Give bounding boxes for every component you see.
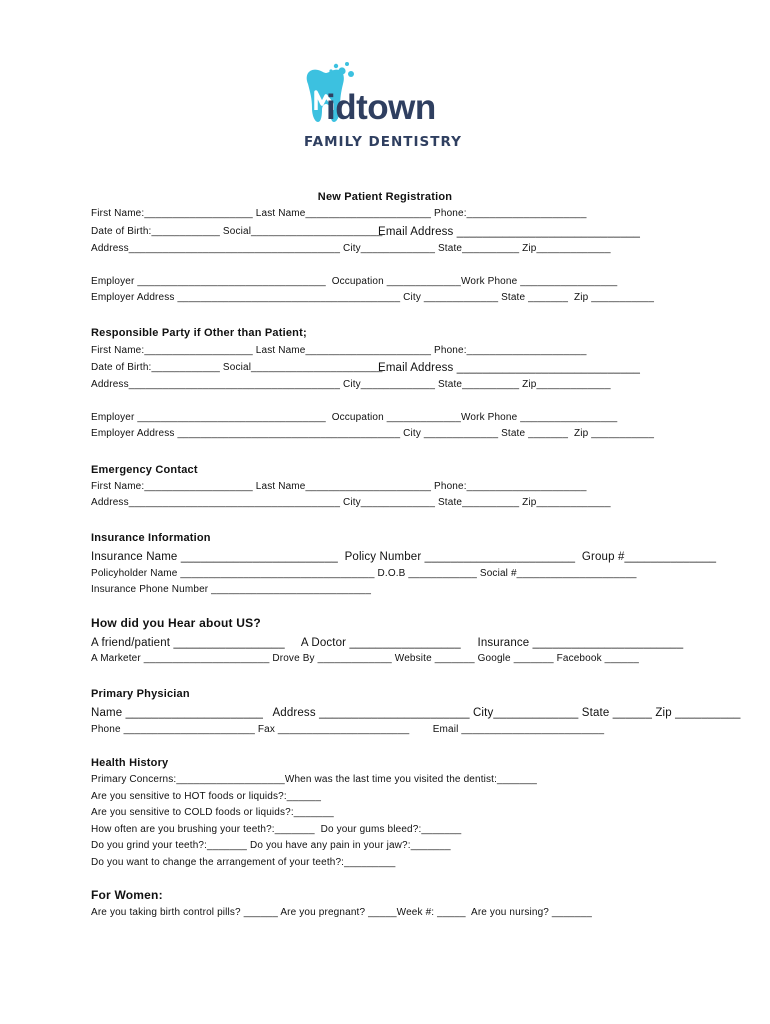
physician-heading: Primary Physician <box>91 688 190 700</box>
policyholder-row[interactable]: Policyholder Name __________________________________ D.O.B ____________ Social #_____________________ <box>91 568 637 579</box>
health-question-6[interactable]: Do you want to change the arrangement of your teeth?:_________ <box>91 857 396 868</box>
responsible-email-field[interactable]: Email Address ____________________________ <box>378 362 641 374</box>
patient-name-phone-row[interactable]: First Name:___________________ Last Name______________________ Phone:_____________________ <box>91 208 587 219</box>
form-title: New Patient Registration <box>317 191 453 203</box>
physician-name-address-row[interactable]: Name _____________________ Address _______________________ City_____________ State ______ Zip __________ <box>91 707 741 719</box>
insurance-phone-row[interactable]: Insurance Phone Number ____________________________ <box>91 584 372 595</box>
emergency-heading: Emergency Contact <box>91 464 198 476</box>
logo-subtitle: FAMILY DENTISTRY <box>304 134 462 150</box>
health-question-3[interactable]: Are you sensitive to COLD foods or liquids?:_______ <box>91 807 334 818</box>
responsible-employer-row[interactable]: Employer _________________________________ Occupation _____________Work Phone _________________ <box>91 412 618 423</box>
responsible-employer-address-row[interactable]: Employer Address _______________________________________ City _____________ State _______ Zip ___________ <box>91 428 655 439</box>
patient-employer-row[interactable]: Employer _________________________________ Occupation _____________Work Phone _________________ <box>91 276 618 287</box>
responsible-dob-social-row[interactable]: Date of Birth:____________ Social_______________________ <box>91 362 383 373</box>
patient-employer-address-row[interactable]: Employer Address _______________________________________ City _____________ State _______ Zip ___________ <box>91 292 655 303</box>
health-question-4[interactable]: How often are you brushing your teeth?:_______ Do your gums bleed?:_______ <box>91 824 462 835</box>
insurance-name-row[interactable]: Insurance Name ________________________ Policy Number _______________________ Group #______________ <box>91 551 717 563</box>
emergency-name-phone-row[interactable]: First Name:___________________ Last Name______________________ Phone:_____________________ <box>91 481 587 492</box>
health-heading: Health History <box>91 757 169 769</box>
referral-row-1[interactable]: A friend/patient _________________ A Doctor _________________ Insurance _______________________ <box>91 637 684 649</box>
emergency-address-row[interactable]: Address_____________________________________ City_____________ State__________ Zip_____________ <box>91 497 611 508</box>
health-question-1[interactable]: Primary Concerns:___________________When was the last time you visited the dentist:_______ <box>91 774 537 785</box>
responsible-name-phone-row[interactable]: First Name:___________________ Last Name______________________ Phone:_____________________ <box>91 345 587 356</box>
insurance-heading: Insurance Information <box>91 532 211 544</box>
women-questions-row[interactable]: Are you taking birth control pills? ______ Are you pregnant? _____Week #: _____ Are you nursing? _______ <box>91 907 592 918</box>
health-question-2[interactable]: Are you sensitive to HOT foods or liquids?:______ <box>91 791 322 802</box>
health-question-5[interactable]: Do you grind your teeth?:_______ Do you have any pain in your jaw?:_______ <box>91 840 451 851</box>
referral-heading: How did you Hear about US? <box>91 616 261 630</box>
patient-address-row[interactable]: Address_____________________________________ City_____________ State__________ Zip_____________ <box>91 243 611 254</box>
practice-logo <box>300 62 485 152</box>
physician-contact-row[interactable]: Phone _______________________ Fax _______________________ Email _________________________ <box>91 724 605 735</box>
referral-row-2[interactable]: A Marketer ______________________ Drove By _____________ Website _______ Google _______ Facebook ______ <box>91 653 639 664</box>
patient-dob-social-row[interactable]: Date of Birth:____________ Social_______________________ <box>91 226 383 237</box>
responsible-address-row[interactable]: Address_____________________________________ City_____________ State__________ Zip_____________ <box>91 379 611 390</box>
responsible-heading: Responsible Party if Other than Patient; <box>91 327 307 339</box>
logo-wordmark: idtown <box>326 88 436 127</box>
patient-email-field[interactable]: Email Address ____________________________ <box>378 226 641 238</box>
women-heading: For Women: <box>91 888 163 902</box>
